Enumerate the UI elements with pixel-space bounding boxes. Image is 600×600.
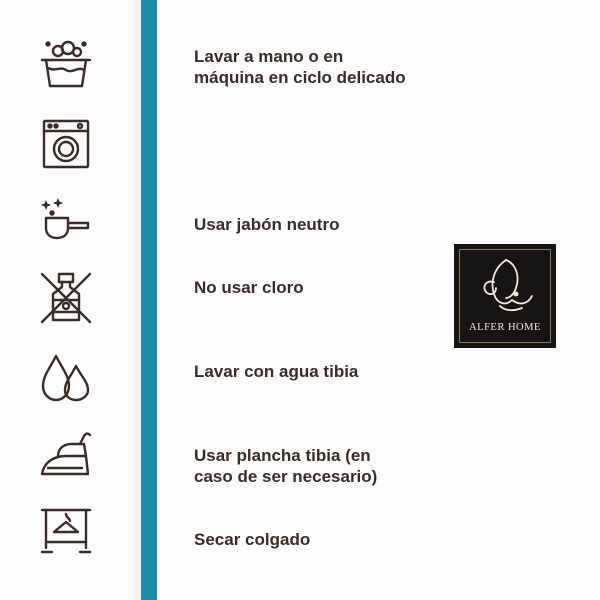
washing-machine-icon (38, 116, 94, 172)
monogram-icon (472, 254, 538, 318)
instruction-no-bleach: No usar cloro (194, 278, 304, 297)
divider-shadow (133, 0, 141, 600)
brand-logo (454, 244, 556, 348)
drying-rack-icon (38, 504, 94, 560)
instruction-neutral-soap: Usar jabón neutro (194, 215, 340, 234)
iron-icon (38, 428, 94, 484)
no-bleach-icon (38, 270, 94, 326)
instruction-hand-wash: Lavar a mano o en máquina en ciclo delicado (194, 47, 406, 87)
instruction-warm-water: Lavar con agua tibia (194, 362, 359, 381)
hand-wash-icon (38, 38, 94, 94)
detergent-scoop-icon (38, 196, 94, 252)
instruction-warm-iron: Usar plancha tibia (en caso de ser necesario) (194, 446, 378, 486)
brand-name: ALFER HOME (469, 322, 541, 333)
accent-divider-bar (141, 0, 157, 600)
instruction-hang-dry: Secar colgado (194, 530, 311, 549)
water-drops-icon (38, 350, 94, 406)
